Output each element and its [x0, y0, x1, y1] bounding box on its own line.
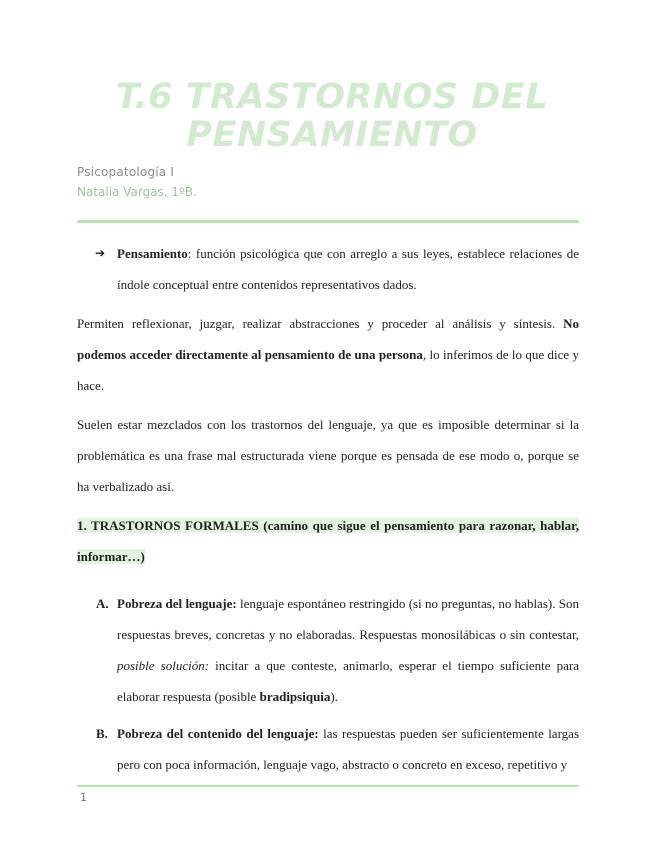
list-item-term: Pobreza del contenido del lenguaje: — [117, 726, 319, 741]
list-marker: B. — [96, 726, 108, 741]
definition-text: : función psicológica que con arreglo a sus leyes, establece relaciones de índole conceptual entre contenidos representativos dados. — [117, 246, 579, 292]
document-body — [77, 238, 579, 786]
definition-item — [77, 238, 579, 300]
arrow-icon: ➔ — [95, 246, 106, 260]
list-item-text: las respuestas pueden ser suficientemente largas pero con poca información, lenguaje vago, abstracto o concreto en exceso, repetitivo y — [117, 726, 580, 772]
list-item-text: incitar a que conteste, animarlo, esperar el tiempo suficiente para elaborar respuesta (posible — [117, 658, 580, 704]
section-heading: 1. TRASTORNOS FORMALES (camino que sigue el pensamiento para razonar, hablar, informar…) — [77, 518, 579, 564]
list-item-bold: bradipsiquia — [259, 689, 331, 704]
paragraph-2: Suelen estar mezclados con los trastornos del lenguaje, ya que es imposible determinar si la problemática es una frase mal estructurada viene porque es pensada de ese modo o, porque se ha verbalizado así. — [77, 417, 579, 494]
list-item-a — [77, 588, 579, 712]
list-item-b — [77, 718, 579, 780]
paragraph-1-end: , lo inferimos de lo que dice y hace. — [77, 347, 579, 393]
paragraph-1-text: Permiten reflexionar, juzgar, realizar abstracciones y proceder al análisis y síntesis. — [77, 316, 564, 331]
subject-name: Psicopatología I — [77, 165, 175, 179]
list-marker: A. — [96, 596, 109, 611]
footer-divider — [77, 785, 579, 787]
header-divider — [77, 220, 579, 223]
section-heading-wrap — [77, 510, 579, 572]
document-title: T.6 TRASTORNOS DEL PENSAMIENTO — [115, 77, 549, 155]
list-item-italic: posible solución: — [117, 658, 210, 673]
paragraph-1-bold: No podemos acceder directamente al pensamiento de una persona — [77, 316, 579, 362]
page-number: 1 — [80, 791, 87, 804]
definition-term: Pensamiento — [117, 246, 188, 261]
list-item-term: Pobreza del lenguaje: — [117, 596, 237, 611]
list-item-text: ). — [330, 689, 339, 704]
author-name: Natalia Vargas, 1ºB. — [77, 185, 197, 199]
list-item-text: lenguaje espontáneo restringido (si no preguntas, no hablas). Son respuestas breves, concretas y no elaboradas. Respuestas monosilábicas o sin contestar, — [117, 596, 579, 642]
paragraph-1 — [77, 308, 579, 401]
